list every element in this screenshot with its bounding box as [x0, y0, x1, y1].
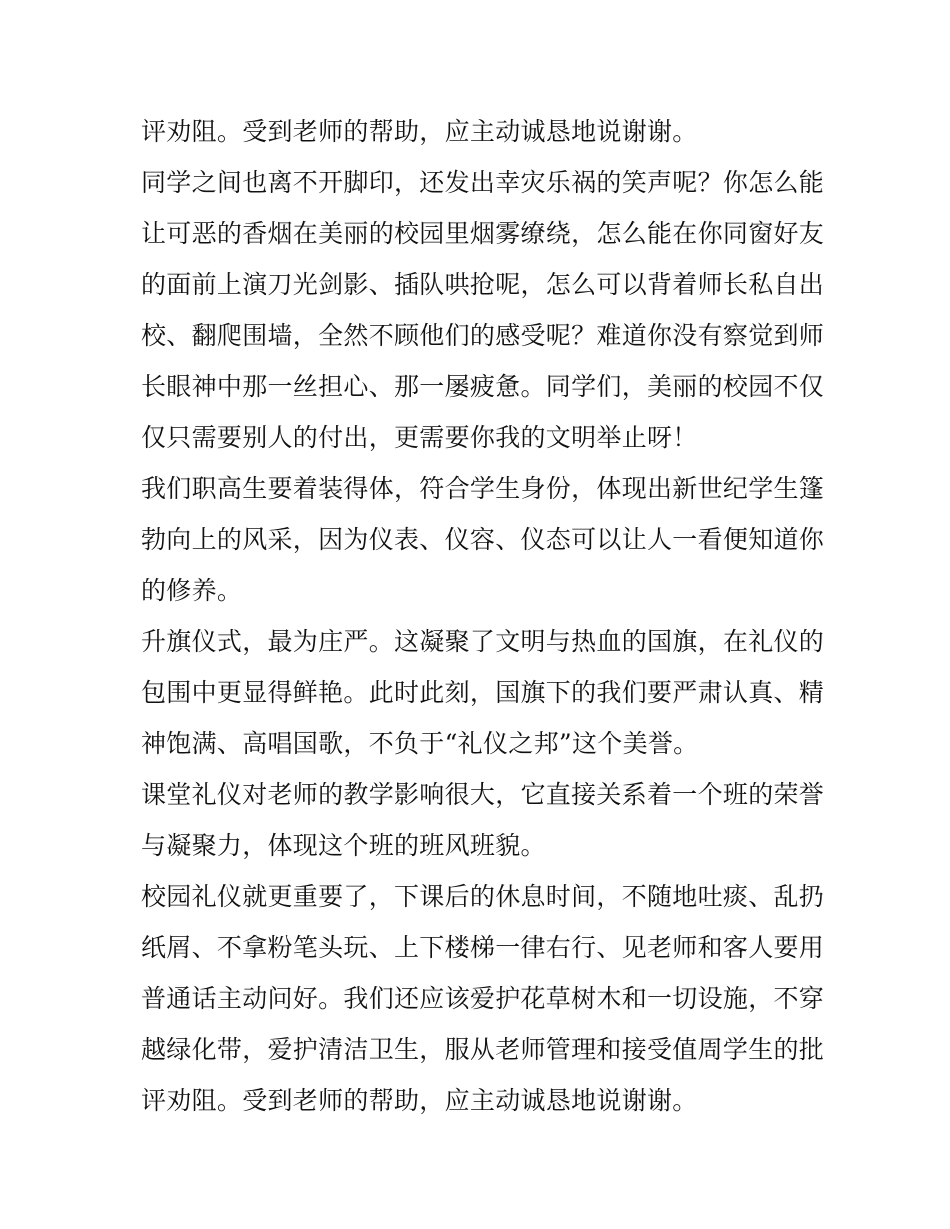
text-line: 升旗仪式，最为庄严。这凝聚了文明与热血的国旗，在礼仪的: [141, 627, 825, 656]
text-line: 越绿化带，爱护清洁卫生，服从老师管理和接受值周学生的批: [141, 1035, 825, 1064]
text-line: 校、翻爬围墙，全然不顾他们的感受呢？难道你没有察觉到师: [141, 321, 825, 350]
text-line: 纸屑、不拿粉笔头玩、上下楼梯一律右行、见老师和客人要用: [141, 933, 825, 962]
text-line: 的修养。: [141, 576, 243, 605]
document-body: [141, 106, 825, 1126]
text-line: 普通话主动问好。我们还应该爱护花草树木和一切设施，不穿: [141, 984, 825, 1013]
text-line: 让可恶的香烟在美丽的校园里烟雾缭绕，怎么能在你同窗好友: [141, 219, 825, 248]
text-line: 与凝聚力，体现这个班的班风班貌。: [141, 831, 546, 860]
text-line: 评劝阻。受到老师的帮助，应主动诚恳地说谢谢。: [141, 1086, 698, 1115]
text-line: 同学之间也离不开脚印，还发出幸灾乐祸的笑声呢？你怎么能: [141, 168, 825, 197]
text-line: 长眼神中那一丝担心、那一屡疲惫。同学们，美丽的校园不仅: [141, 372, 825, 401]
text-line: 校园礼仪就更重要了，下课后的休息时间，不随地吐痰、乱扔: [141, 882, 825, 911]
text-line: 我们职高生要着装得体，符合学生身份，体现出新世纪学生篷: [141, 474, 825, 503]
text-line: 神饱满、高唱国歌，不负于“礼仪之邦”这个美誉。: [141, 729, 699, 758]
text-line: 课堂礼仪对老师的教学影响很大，它直接关系着一个班的荣誉: [141, 780, 825, 809]
text-line: 仅只需要别人的付出，更需要你我的文明举止呀！: [141, 423, 698, 452]
text-line: 勃向上的风采，因为仪表、仪容、仪态可以让人一看便知道你: [141, 525, 825, 554]
text-line: 的面前上演刀光剑影、插队哄抢呢，怎么可以背着师长私自出: [141, 270, 825, 299]
text-line: 评劝阻。受到老师的帮助，应主动诚恳地说谢谢。: [141, 117, 698, 146]
text-line: 包围中更显得鲜艳。此时此刻，国旗下的我们要严肃认真、精: [141, 678, 825, 707]
